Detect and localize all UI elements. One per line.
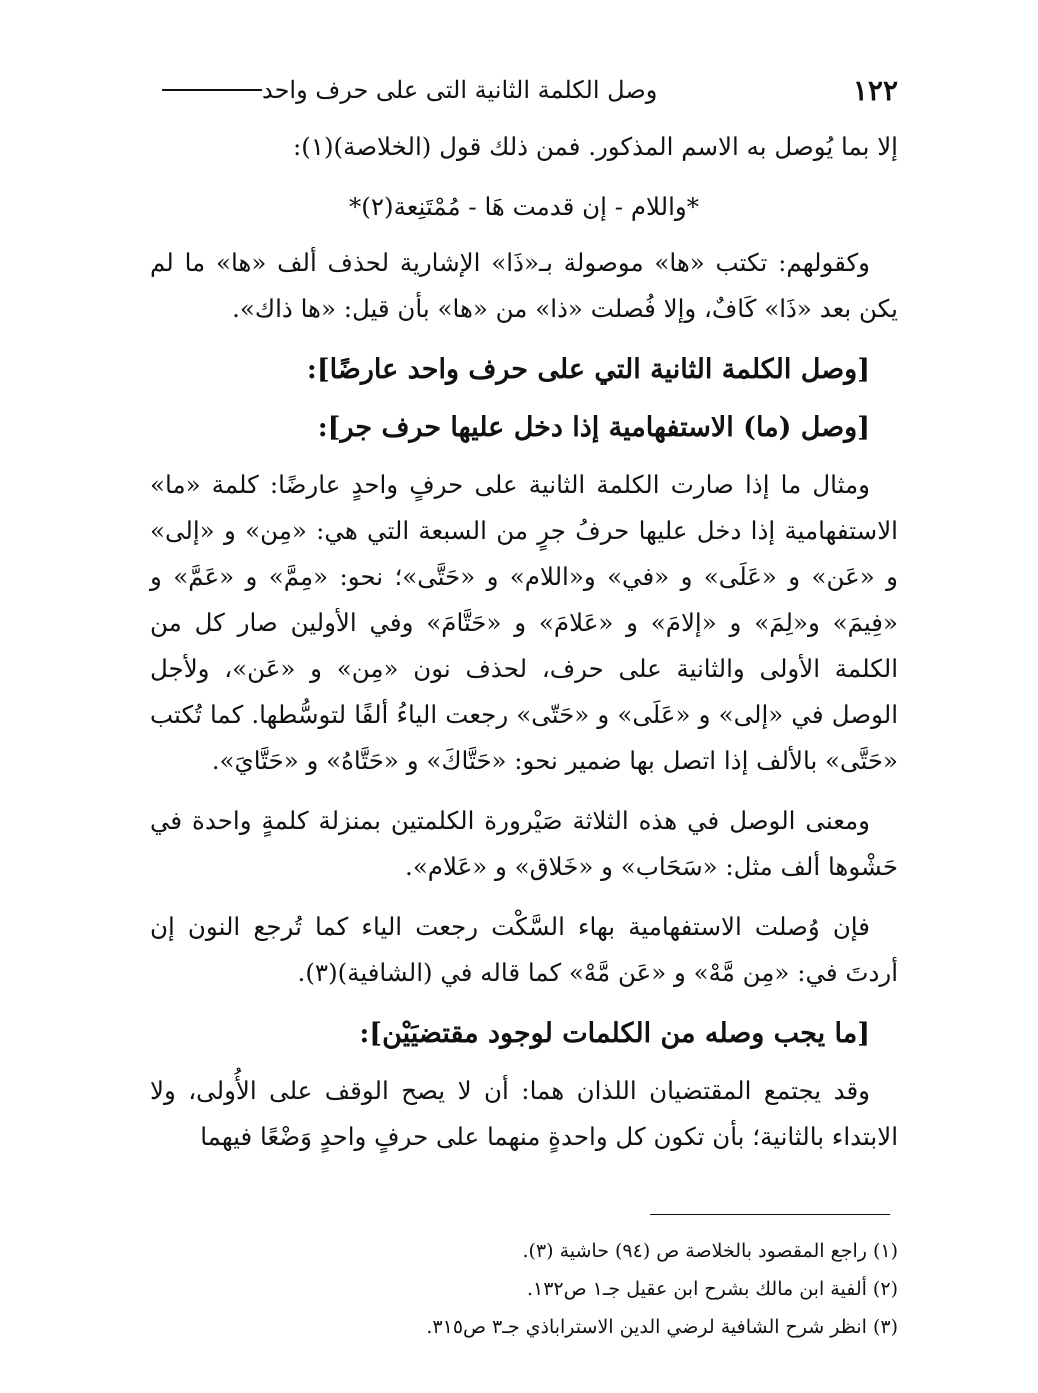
section-heading-1: [وصل الكلمة الثانية التي على حرف واحد عارضًا]: [306, 354, 870, 385]
paragraph-6: وقد يجتمع المقتضيان اللذان هما: أن لا يصح الوقف على الأُولى، ولا الابتداء بالثانية؛ بأن تكون كل واحدةٍ منهما على حرفٍ واحدٍ وَضْعًا فيهما [150, 1076, 898, 1151]
paragraph-4: ومعنى الوصل في هذه الثلاثة صَيْرورة الكلمتين بمنزلة كلمةٍ واحدة في حَشْوها ألف مثل: «سَحَاب» و «خَلاق» و «عَلام». [150, 806, 898, 881]
page-header [150, 70, 898, 110]
paragraph-3: ومثال ما إذا صارت الكلمة الثانية على حرفٍ واحدٍ عارضًا: كلمة «ما» الاستفهامية إذا دخل عليها حرفُ جرٍ من السبعة التي هي: «مِن» و «إلى» و «عَن» و «عَلَى» و «في» و«اللام» و «حَتَّى»؛ نحو: «مِمَّ» و «عَمَّ» و «فِيمَ» و«لِمَ» و «إلامَ» و «عَلامَ» و «حَتَّامَ» وفي الأولين صار كل من الكلمة الأولى والثانية على حرف، لحذف نون «مِن» و «عَن»، ولأجل الوصل في «إلى» و «عَلَى» و «حَتّى» رجعت الياءُ ألفًا لتوسُّطها. كما تُكتب «حَتَّى» بالألف إذا اتصل بها ضمير نحو: «حَتَّاكَ» و «حَتَّاهُ» و «حَتَّايَ». [150, 470, 898, 775]
footnotes [150, 1232, 898, 1346]
footnote-1: (١) راجع المقصود بالخلاصة ص (٩٤) حاشية (٣). [522, 1240, 898, 1262]
paragraph-2: وكقولهم: تكتب «ها» موصولة بـ«ذَا» الإشارية لحذف ألف «ها» ما لم يكن بعد «ذَا» كَافٌ، وإلا فُصلت «ذا» من «ها» بأن قيل: «ها ذاك». [150, 248, 898, 323]
page-number: ١٢٢ [852, 73, 898, 107]
verse-line: *واللام - إن قدمت هَا - مُمْتَنِعة(٢)* [349, 192, 699, 221]
paragraph-5: فإن وُصلت الاستفهامية بهاء السَّكْت رجعت الياء كما تُرجع النون إن أردتَ في: «مِن مَّهْ» و «عَن مَّهْ» كما قاله في (الشافية)(٣). [150, 912, 898, 987]
running-title: وصل الكلمة الثانية التى على حرف واحد [262, 76, 658, 104]
section-heading-3: [ما يجب وصله من الكلمات لوجود مقتضيَيْن]: [359, 1018, 870, 1049]
running-title-wrap [150, 76, 657, 104]
section-heading-2: [وصل (ما) الاستفهامية إذا دخل عليها حرف جر]: [317, 412, 870, 443]
main-text [150, 124, 898, 1174]
paragraph-1: إلا بما يُوصل به الاسم المذكور. فمن ذلك قول (الخلاصة)(١): [293, 132, 898, 161]
footnote-2: (٢) ألفية ابن مالك بشرح ابن عقيل جـ١ ص١٣٢. [526, 1278, 898, 1300]
footnote-separator [650, 1214, 890, 1215]
footnote-3: (٣) انظر شرح الشافية لرضي الدين الاستراباذي جـ٣ ص٣١٥. [426, 1316, 898, 1338]
header-rule [162, 89, 262, 91]
